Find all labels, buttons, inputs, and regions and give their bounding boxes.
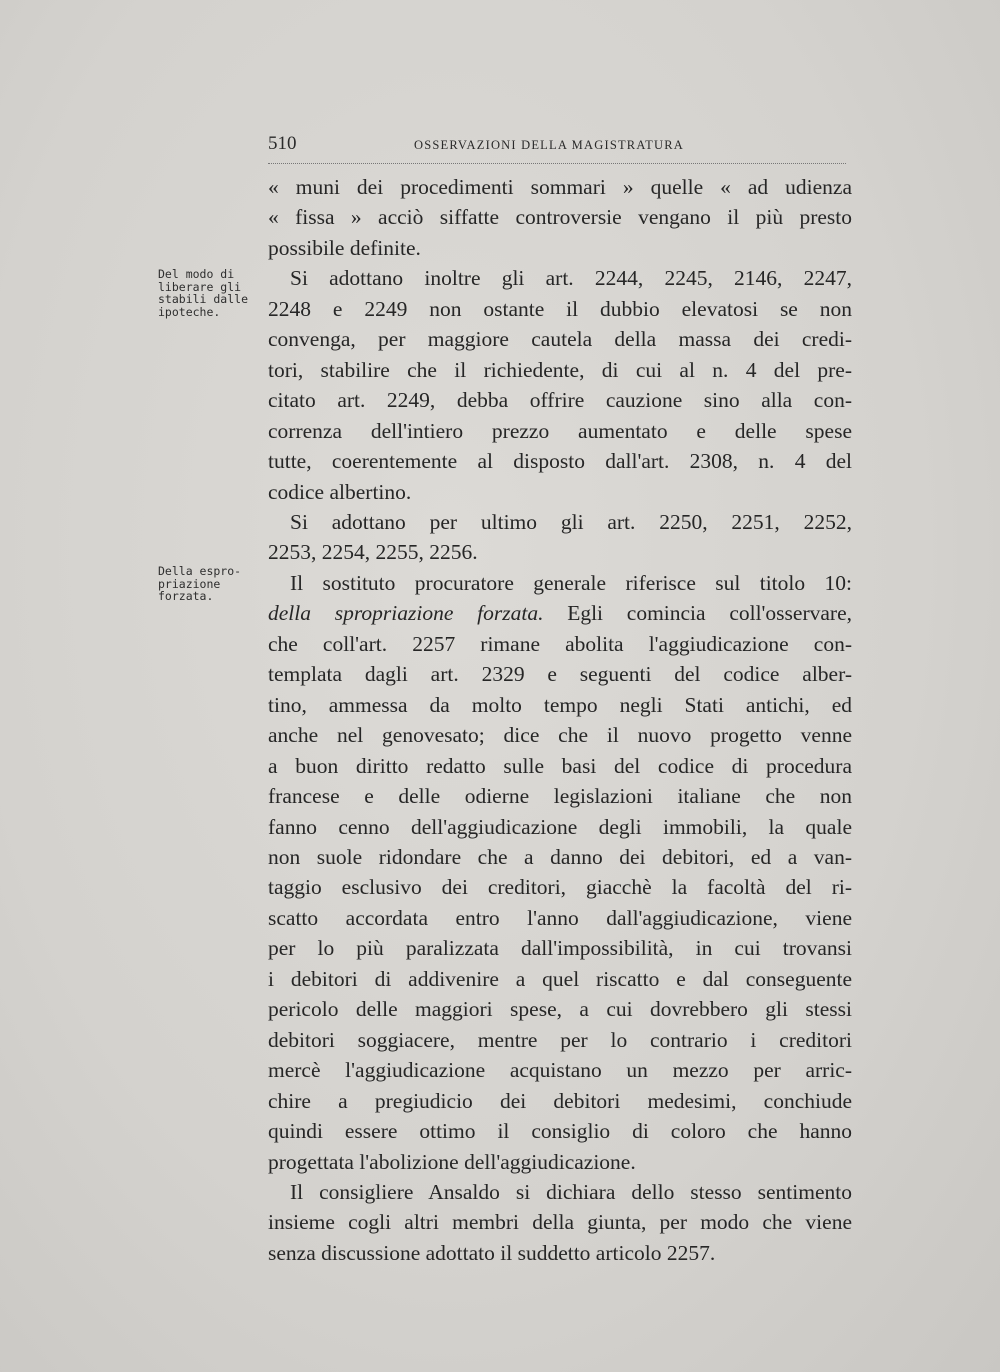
margin-note-line: forzata. <box>158 589 214 603</box>
text-line: Il sostituto procuratore generale riferisce sul titolo 10: <box>290 570 852 595</box>
text-line: Il consigliere Ansaldo si dichiara dello stesso sentimento <box>290 1179 852 1204</box>
margin-note-espropriazione <box>158 565 264 603</box>
margin-note-ipoteche <box>158 268 264 318</box>
title-reference: della spropriazione forzata. <box>268 601 544 626</box>
text-fragment: Egli comincia coll'osservare, <box>543 601 852 626</box>
running-title: OSSERVAZIONI DELLA MAGISTRATURA <box>414 138 685 152</box>
text-line: a buon diritto redatto sulle basi del codice di procedura <box>268 753 852 778</box>
page-number: 510 <box>268 133 297 154</box>
text-line: progettata l'abolizione dell'aggiudicazione. <box>268 1149 636 1174</box>
text-line: senza discussione adottato il suddetto articolo 2257. <box>268 1240 716 1265</box>
margin-note-line: Della espro- <box>158 564 242 578</box>
text-line: scatto accordata entro l'anno dall'aggiudicazione, viene <box>268 905 852 930</box>
text-line: « muni dei procedimenti sommari » quelle « ad udienza <box>268 175 852 199</box>
text-line: mercè l'aggiudicazione acquistano un mezzo per arric- <box>268 1058 852 1083</box>
text-line: tutte, coerentemente al disposto dall'art. 2308, n. 4 del <box>268 449 852 474</box>
text-line: insieme cogli altri membri della giunta, per modo che viene <box>268 1210 852 1235</box>
text-line: Si adottano per ultimo gli art. 2250, 2251, 2252, <box>290 509 852 534</box>
text-line: i debitori di addivenire a quel riscatto e dal conseguente <box>268 966 852 991</box>
page-header <box>268 133 846 164</box>
text-line: chire a pregiudicio dei debitori medesimi, conchiude <box>268 1088 852 1113</box>
margin-note-line: Del modo di <box>158 267 235 281</box>
text-line: templata dagli art. 2329 e seguenti del codice alber- <box>268 662 852 687</box>
text-line: taggio esclusivo dei creditori, giacchè la facoltà del ri- <box>268 875 852 900</box>
text-line: francese e delle odierne legislazioni italiane che non <box>268 784 852 809</box>
text-line: correnza dell'intiero prezzo aumentato e delle spese <box>268 418 852 443</box>
text-line: pericolo delle maggiori spese, a cui dovrebbero gli stessi <box>268 997 852 1022</box>
text-line: per lo più paralizzata dall'impossibilità, in cui trovansi <box>268 936 852 961</box>
text-line: citato art. 2249, debba offrire cauzione sino alla con- <box>268 388 852 413</box>
text-line: tori, stabilire che il richiedente, di cui al n. 4 del pre- <box>268 357 852 382</box>
text-line: debitori soggiacere, mentre per lo contrario i creditori <box>268 1027 852 1052</box>
text-line: che coll'art. 2257 rimane abolita l'aggiudicazione con- <box>268 631 852 656</box>
margin-note-line: priazione <box>158 576 221 591</box>
text-line: « fissa » acciò siffatte controversie vengano il più presto <box>268 205 852 230</box>
margin-note-line: liberare gli <box>158 279 242 294</box>
text-line: convenga, per maggiore cautela della massa dei credi- <box>268 327 852 352</box>
text-line: codice albertino. <box>268 479 412 504</box>
text-line: anche nel genovesato; dice che il nuovo progetto venne <box>268 723 852 748</box>
text-line: quindi essere ottimo il consiglio di coloro che hanno <box>268 1119 852 1144</box>
margin-note-line: stabili dalle <box>158 292 249 306</box>
text-line: 2253, 2254, 2255, 2256. <box>268 540 478 565</box>
text-line: non suole ridondare che a danno dei debitori, ed a van- <box>268 844 852 869</box>
text-line: tino, ammessa da molto tempo negli Stati antichi, ed <box>268 692 852 717</box>
text-line: 2248 e 2249 non ostante il dubbio elevatosi se non <box>268 296 852 321</box>
text-line <box>268 598 852 628</box>
body-text <box>268 172 852 1268</box>
text-line: possibile definite. <box>268 235 421 260</box>
text-line: fanno cenno dell'aggiudicazione degli immobili, la quale <box>268 814 852 839</box>
margin-note-line: ipoteche. <box>158 304 221 319</box>
text-line: Si adottano inoltre gli art. 2244, 2245, 2146, 2247, <box>290 266 852 291</box>
